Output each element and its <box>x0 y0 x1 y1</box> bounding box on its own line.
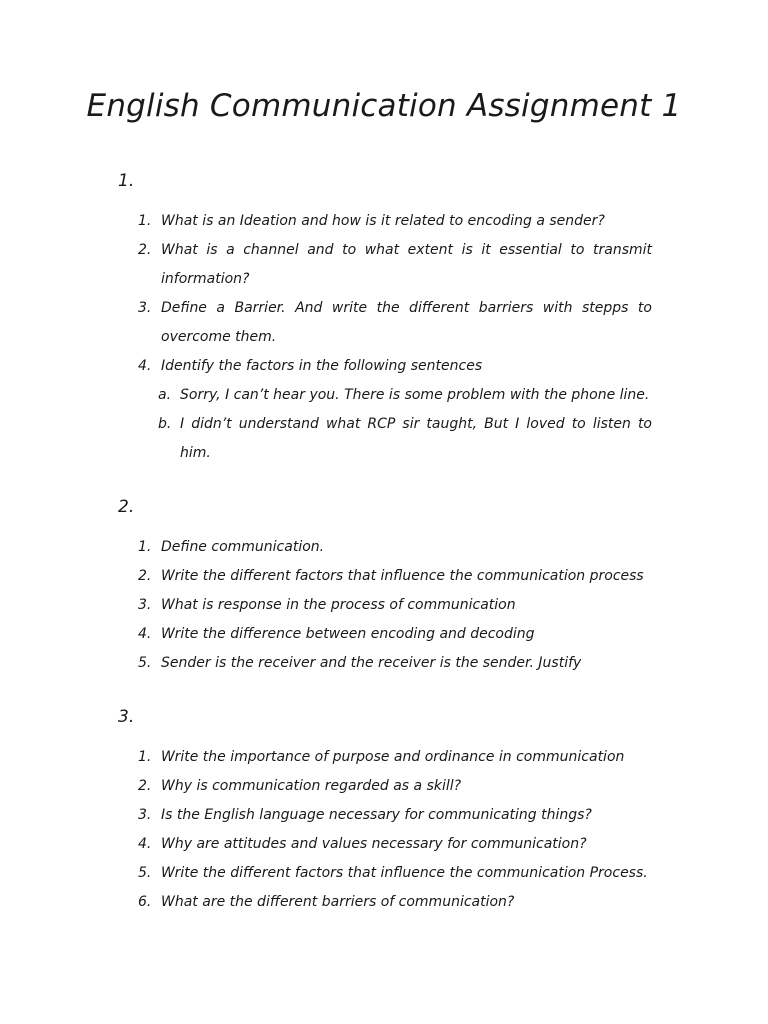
list-item <box>138 620 652 649</box>
section-number: 1. <box>118 171 135 191</box>
list-item <box>138 859 652 888</box>
list-item <box>138 294 652 352</box>
question-list <box>138 207 652 468</box>
question-number: 3. <box>138 300 152 316</box>
question-text: Why is communication regarded as a skill? <box>161 778 462 794</box>
question-number: 4. <box>138 836 152 852</box>
question-text: What is an Ideation and how is it related to encoding a sender? <box>161 213 605 229</box>
question-number: 5. <box>138 865 152 881</box>
question-number: 2. <box>138 242 152 258</box>
question-number: 5. <box>138 655 152 671</box>
question-number: 1. <box>138 213 152 229</box>
page-title: English Communication Assignment 1 <box>86 88 682 124</box>
list-item <box>138 649 652 678</box>
list-item <box>138 236 652 294</box>
sub-question-letter: a. <box>158 387 172 403</box>
question-text: Write the difference between encoding and decoding <box>161 626 535 642</box>
sub-question-letter: b. <box>158 416 172 432</box>
list-item <box>138 352 652 468</box>
sub-list-item <box>158 410 652 468</box>
question-text: Identify the factors in the following sentences <box>161 358 483 374</box>
list-item <box>138 591 652 620</box>
sub-question-list <box>138 381 652 468</box>
section-number: 2. <box>118 497 135 517</box>
sub-list-item <box>158 381 652 410</box>
question-number: 6. <box>138 894 152 910</box>
list-item <box>138 772 652 801</box>
question-text: What are the different barriers of communication? <box>161 894 515 910</box>
question-text: Write the different factors that influence the communication process <box>161 568 644 584</box>
question-list <box>138 533 652 678</box>
question-text: Write the different factors that influence the communication Process. <box>161 865 648 881</box>
question-text: Define communication. <box>161 539 325 555</box>
list-item <box>138 207 652 236</box>
question-text: Define a Barrier. And write the different barriers with stepps to overcome them. <box>161 300 652 345</box>
list-item <box>138 888 652 917</box>
sub-question-text: Sorry, I can’t hear you. There is some problem with the phone line. <box>180 387 650 403</box>
list-item <box>138 562 652 591</box>
question-number: 2. <box>138 778 152 794</box>
section-number: 3. <box>118 707 135 727</box>
question-text: Sender is the receiver and the receiver is the sender. Justify <box>161 655 582 671</box>
question-list <box>138 743 652 917</box>
list-item <box>138 801 652 830</box>
question-number: 4. <box>138 358 152 374</box>
list-item <box>138 743 652 772</box>
question-text: Why are attitudes and values necessary for communication? <box>161 836 587 852</box>
question-text: What is response in the process of communication <box>161 597 516 613</box>
question-number: 1. <box>138 539 152 555</box>
question-number: 1. <box>138 749 152 765</box>
question-number: 3. <box>138 597 152 613</box>
question-text: What is a channel and to what extent is it essential to transmit information? <box>161 242 652 287</box>
question-text: Write the importance of purpose and ordinance in communication <box>161 749 625 765</box>
question-number: 4. <box>138 626 152 642</box>
question-text: Is the English language necessary for communicating things? <box>161 807 592 823</box>
list-item <box>138 830 652 859</box>
question-number: 2. <box>138 568 152 584</box>
sub-question-text: I didn’t understand what RCP sir taught, But I loved to listen to him. <box>180 416 652 461</box>
question-number: 3. <box>138 807 152 823</box>
list-item <box>138 533 652 562</box>
